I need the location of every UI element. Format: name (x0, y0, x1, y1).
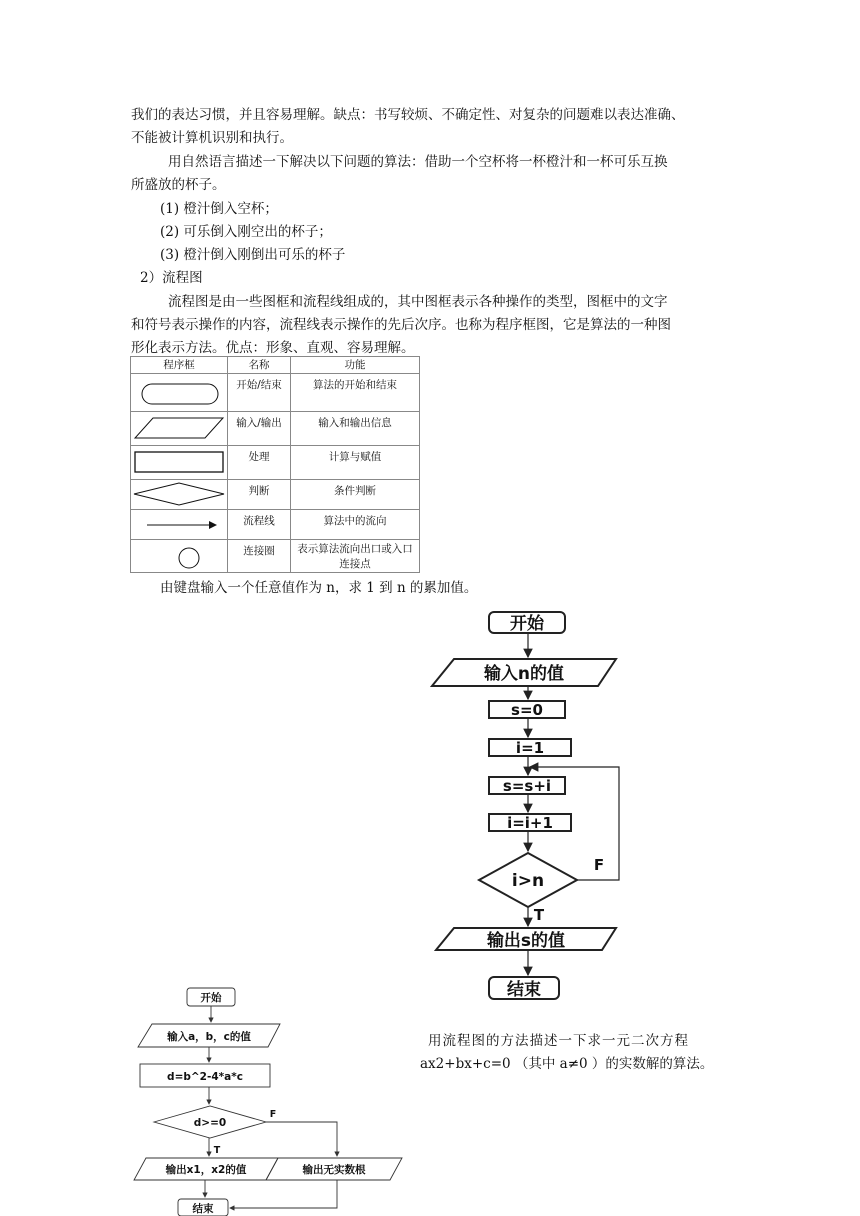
table-row (131, 446, 420, 480)
false-label: F (593, 856, 605, 874)
row-function: 算法的开始和结束 (313, 379, 397, 391)
q-false-label: F (269, 1109, 277, 1120)
quadratic-flowchart (130, 982, 410, 1216)
step-2: (2) 可乐倒入刚空出的杯子； (160, 224, 332, 240)
section-heading: 2）流程图 (140, 270, 203, 286)
para-4: 由键盘输入一个任意值作为 n，求 1 到 n 的累加值。 (160, 580, 478, 596)
row-function: 输入和输出信息 (318, 417, 392, 429)
i1-label: i=1 (515, 739, 545, 757)
process-rectangle-icon (131, 446, 228, 480)
step-3: (3) 橙汁倒入刚倒出可乐的杯子 (160, 247, 346, 263)
step-1: (1) 橙汁倒入空杯； (160, 201, 278, 217)
q-calc-label: d=b^2-4*a*c (167, 1071, 243, 1083)
row-name: 处理 (248, 451, 270, 463)
para-3-line-3: 形化表示方法。优点：形象、直观、容易理解。 (131, 340, 415, 356)
connector-circle-icon (131, 540, 228, 573)
q-start-label: 开始 (200, 992, 222, 1004)
sum-flowchart (420, 600, 640, 1010)
ssi-label: s=s+i (502, 777, 552, 795)
q-input-label: 输入a，b，c的值 (167, 1031, 251, 1043)
table-row (131, 540, 420, 573)
flowchart-symbol-table (130, 356, 420, 573)
para-5-line-1: 用流程图的方法描述一下求一元二次方程 (428, 1033, 689, 1049)
table-header-symbol: 程序框 (131, 357, 228, 374)
row-function: 表示算法流向出口或入口连接点 (297, 543, 413, 570)
io-parallelogram-icon (131, 412, 228, 446)
true-label: T (533, 906, 545, 924)
row-function: 算法中的流向 (323, 515, 387, 527)
table-header-function: 功能 (291, 357, 420, 374)
q-out-yes-label: 输出x1，x2的值 (165, 1164, 247, 1176)
table-row (131, 510, 420, 540)
start-label: 开始 (510, 614, 544, 634)
table-row (131, 412, 420, 446)
decision-diamond-icon (131, 480, 228, 510)
ii1-label: i=i+1 (507, 814, 553, 832)
q-end-label: 结束 (192, 1203, 214, 1215)
q-true-label: T (213, 1145, 221, 1156)
q-cond-label: d>=0 (193, 1117, 227, 1129)
para-3-line-1: 流程图是由一些图框和流程线组成的，其中图框表示各种操作的类型，图框中的文字 (168, 294, 668, 310)
row-name: 开始/结束 (236, 379, 282, 391)
q-out-no-label: 输出无实数根 (302, 1164, 366, 1176)
cond-label: i>n (511, 871, 545, 891)
flow-arrow-icon (131, 510, 228, 540)
para-1-line-1: 我们的表达习惯，并且容易理解。缺点：书写较烦、不确定性、对复杂的问题难以表达准确、 (131, 107, 685, 123)
row-name: 连接圈 (243, 545, 275, 557)
para-5-line-2: ax2+bx+c=0 （其中 a≠0 ）的实数解的算法。 (420, 1056, 714, 1072)
row-function: 计算与赋值 (328, 451, 382, 463)
terminal-shape-icon (131, 374, 228, 412)
input-label: 输入n的值 (483, 664, 565, 684)
end-label: 结束 (507, 980, 541, 1000)
table-header-name: 名称 (228, 357, 291, 374)
row-name: 流程线 (243, 515, 275, 527)
output-label: 输出s的值 (486, 931, 566, 951)
s0-label: s=0 (511, 701, 543, 719)
para-3-line-2: 和符号表示操作的内容，流程线表示操作的先后次序。也称为程序框图，它是算法的一种图 (131, 317, 671, 333)
row-name: 输入/输出 (236, 417, 282, 429)
para-2-line-2: 所盛放的杯子。 (131, 177, 226, 193)
row-name: 判断 (248, 485, 270, 497)
row-function: 条件判断 (334, 485, 376, 497)
table-row (131, 374, 420, 412)
table-row (131, 480, 420, 510)
para-1-line-2: 不能被计算机识别和执行。 (131, 130, 293, 146)
para-2-line-1: 用自然语言描述一下解决以下问题的算法：借助一个空杯将一杯橙汁和一杯可乐互换 (168, 154, 668, 170)
